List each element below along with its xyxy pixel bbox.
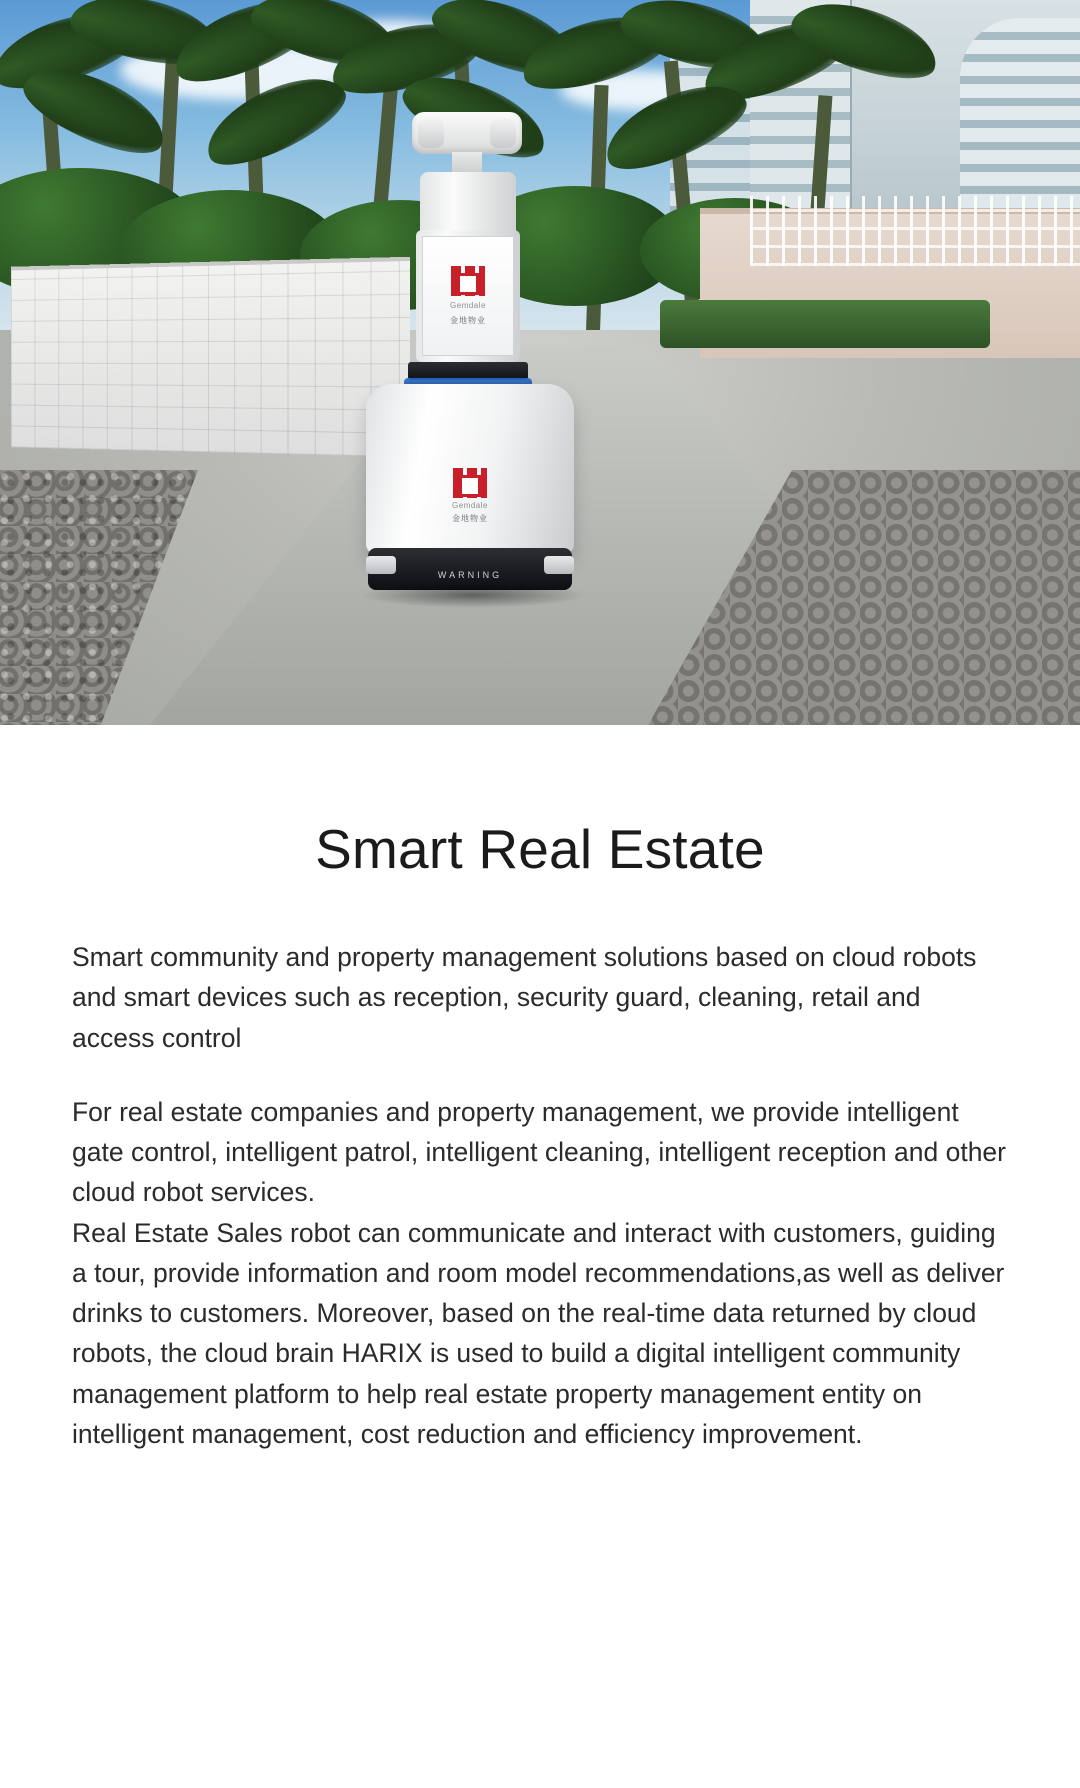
robot-body-branding [452, 468, 488, 524]
robot-upper-column [420, 172, 516, 234]
hero-photo [0, 0, 1080, 725]
robot-body [366, 384, 574, 554]
robot-shadow [360, 582, 586, 608]
body-paragraph-2: Real Estate Sales robot can communicate and interact with customers, guiding a tour, provide information and room model recommendations,as well as deliver drinks to customers. Moreover, based on the real-time data returned by cloud robots, the cloud brain HARIX is used to build a digital intelligent community management platform to help real estate property management entity on intelligent management, cost reduction and efficiency improvement. [72, 1217, 1005, 1449]
robot-screen-logo-cn: 金地物业 [450, 316, 486, 325]
bumper-light-right [544, 556, 574, 574]
body-paragraph-1: For real estate companies and property management, we provide intelligent gate control, intelligent patrol, intelligent cleaning, intelligent reception and other cloud robot services. [72, 1096, 1006, 1208]
robot-body-logo-cn: 金地物业 [452, 514, 488, 523]
camera-head-icon [412, 112, 522, 154]
lead-paragraph: Smart community and property management solutions based on cloud robots and smart devices such as reception, security guard, cleaning, retail and access control [72, 942, 977, 1053]
bumper-light-left [366, 556, 396, 574]
article-content [0, 817, 1080, 1454]
bumper-warning-label: WARNING [437, 570, 503, 580]
robot-display-frame [416, 230, 520, 362]
robot-body-logo-en: Gemdale [452, 501, 488, 510]
metal-fence [750, 196, 1080, 266]
robot-screen-logo-en: Gemdale [450, 301, 486, 310]
hedge [660, 300, 990, 348]
gemdale-logo-icon [453, 468, 487, 498]
tiled-wall [11, 257, 410, 457]
robot-display-screen [422, 236, 514, 356]
patrol-robot [360, 112, 580, 602]
page-title: Smart Real Estate [315, 818, 765, 880]
hero-image [0, 0, 1080, 725]
gemdale-logo-icon [451, 266, 485, 296]
